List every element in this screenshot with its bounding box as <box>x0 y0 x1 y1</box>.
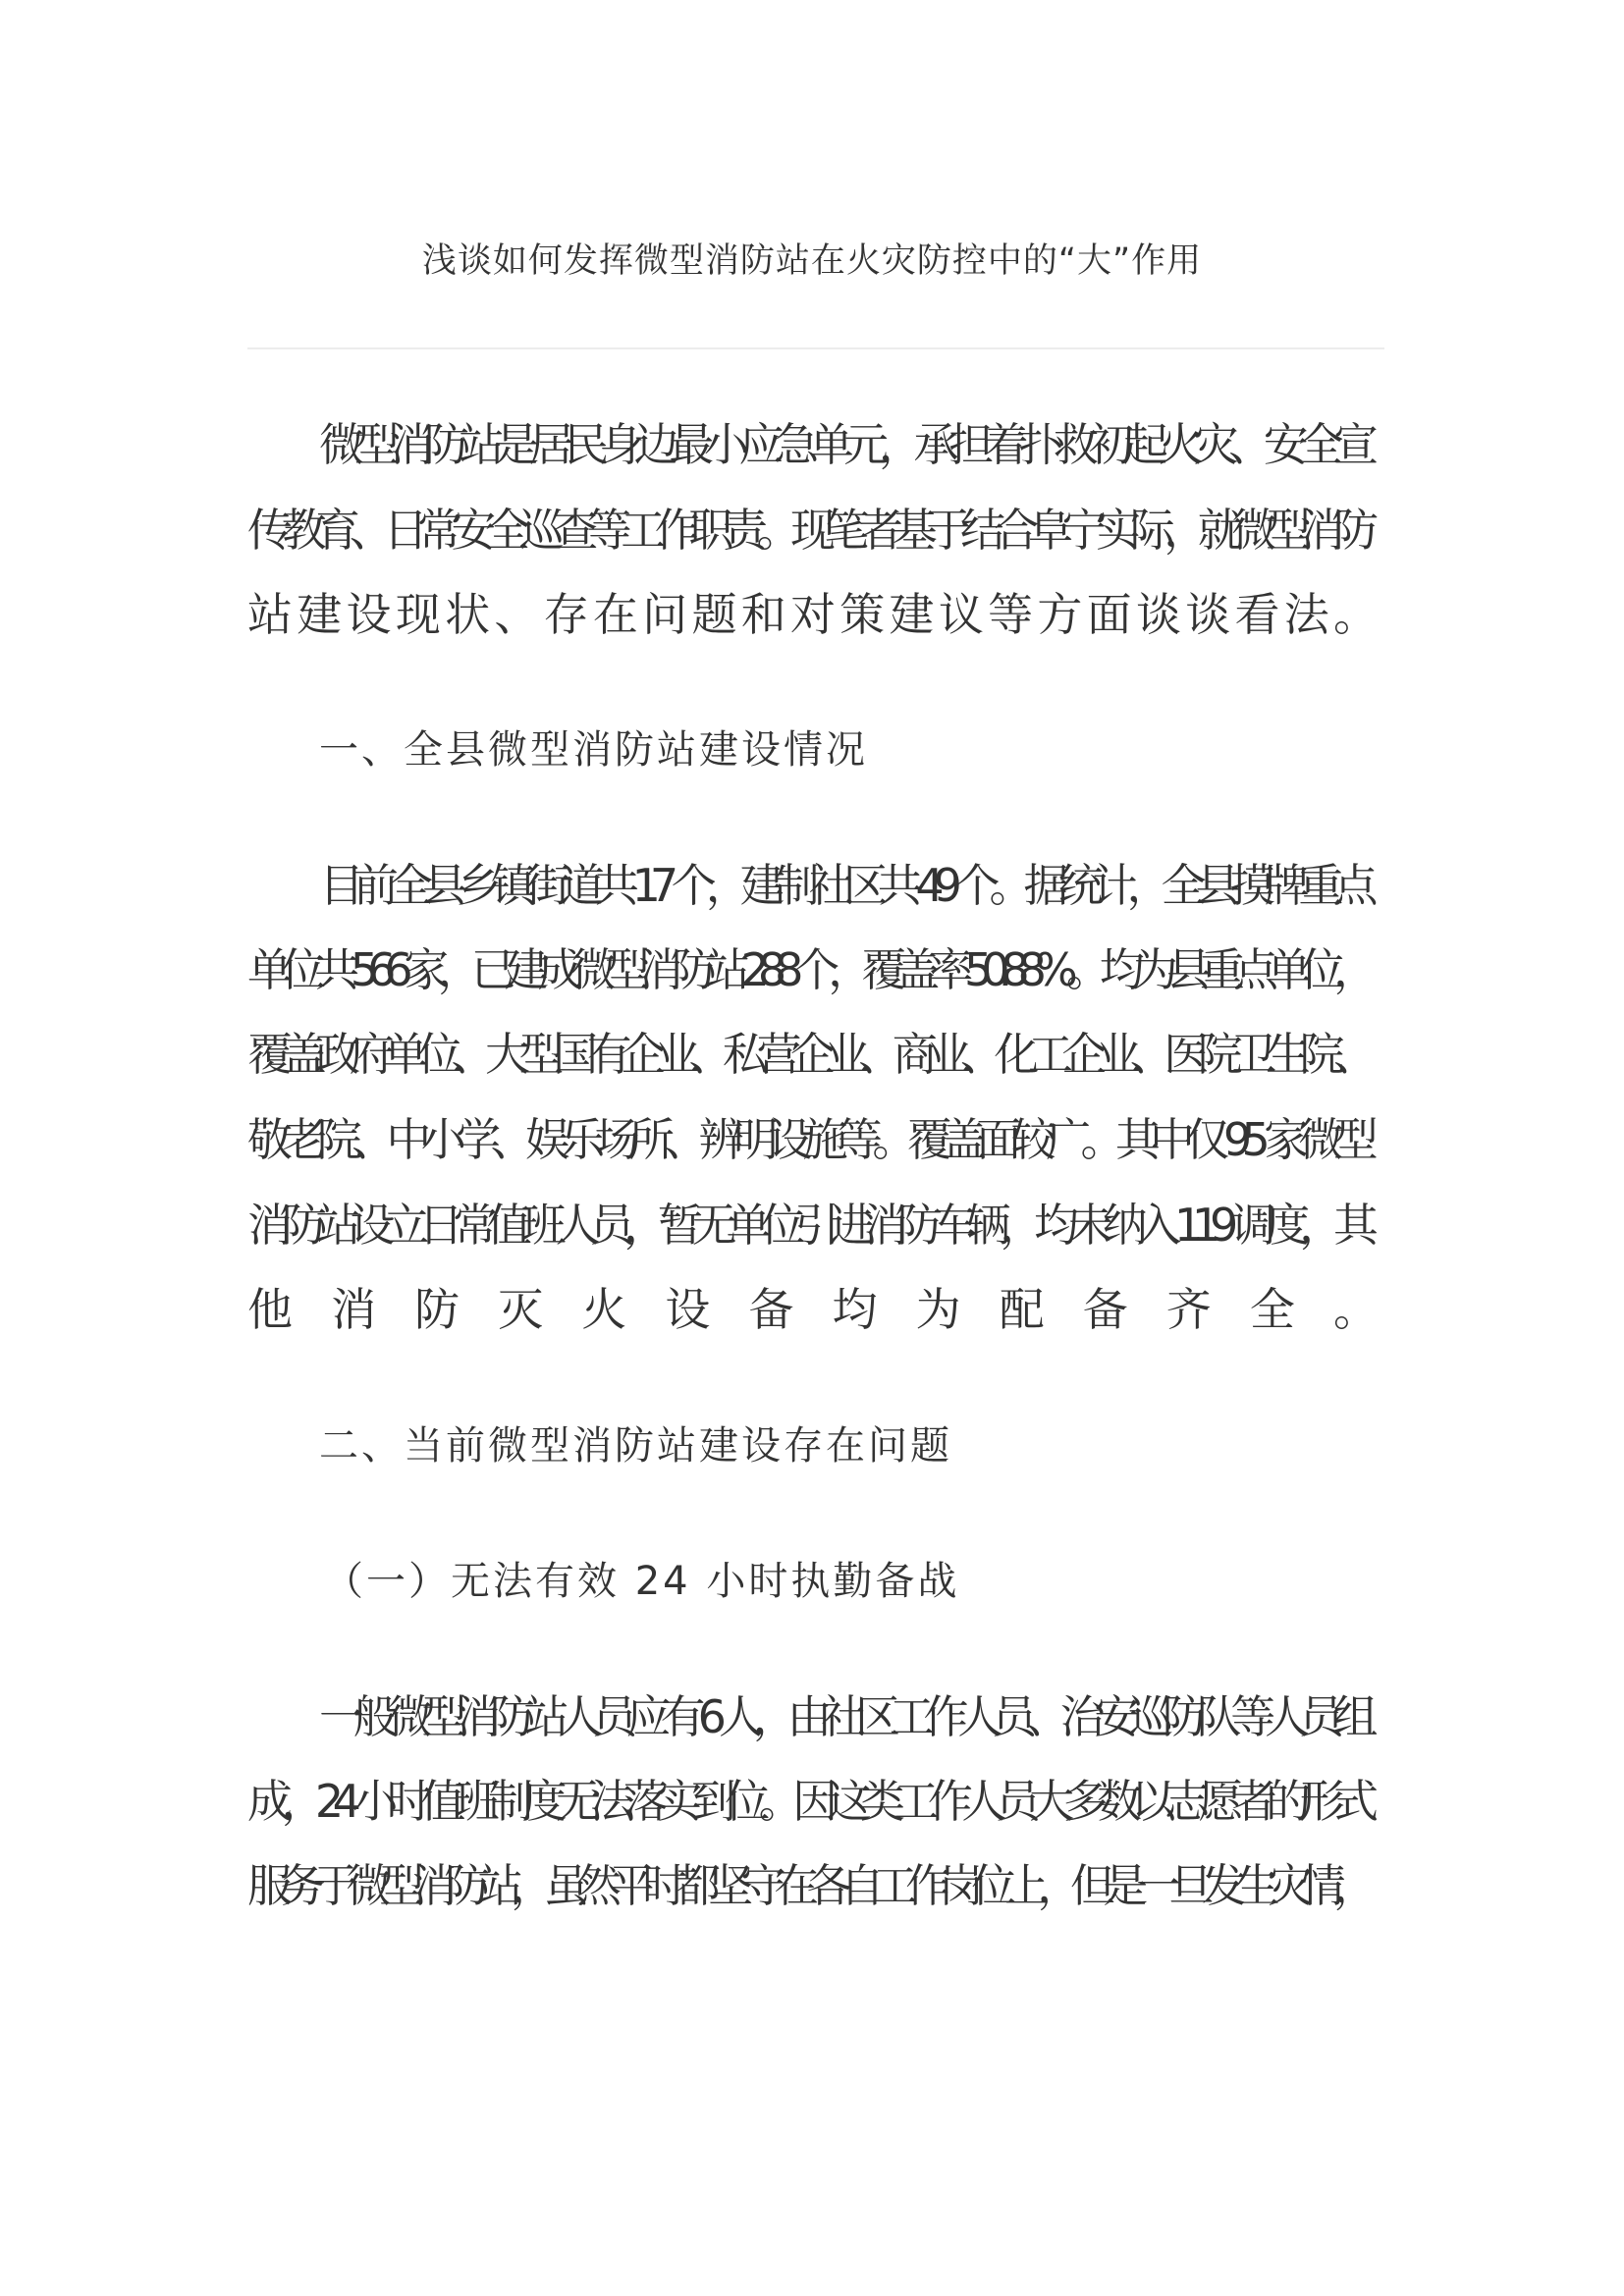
title-divider <box>247 347 1384 349</box>
paragraph-line: 消防站设立日常值班人员，暂无单位引进消防车辆，均未纳入 119 调度，其 <box>247 1199 1368 1252</box>
paragraph-line: 敬老院、中小学、娱乐场所、辨明设施等。覆盖面较广。其中仅 95 家微型 <box>247 1113 1369 1166</box>
paragraph-line: 站建设现状、存在问题和对策建议等方面谈谈看法。 <box>247 588 1383 641</box>
paragraph-line: 一般微型消防站人员应有 6 人，由社区工作人员、治安巡防队等人员组 <box>319 1690 1368 1743</box>
paragraph-line: 目前全县乡镇街道共 17 个，建制社区共 49 个。据统计，全县摸牌重点 <box>319 859 1368 912</box>
section-heading: 一、全县微型消防站建设情况 <box>319 727 868 773</box>
paragraph-line: 覆盖政府单位、大型国有企业、私营企业、商业、化工企业、医院卫生院、 <box>247 1028 1368 1081</box>
paragraph-line: 成，24 小时值班制度无法落实到位。因这类工作人员大多数以志愿者的形式 <box>247 1775 1368 1828</box>
paragraph-line: 单位共 566 家，已建成微型消防站 288 个，覆盖率 50.88%。均为县重点单位， <box>247 943 1368 996</box>
subsection-heading: （一）无法有效 24 小时执勤备战 <box>324 1559 960 1604</box>
paragraph-line: 微型消防站是居民身边最小应急单元，承担着扑救初起火灾、安全宣 <box>319 418 1369 471</box>
paragraph-line: 他消防灭火设备均为配备齐全。 <box>247 1283 1418 1336</box>
document-title: 浅谈如何发挥微型消防站在火灾防控中的“大”作用 <box>421 241 1203 281</box>
paragraph-line: 传教育、日常安全巡查等工作职责。现笔者基于结合阜宁实际，就微型消防 <box>247 504 1368 557</box>
section-heading: 二、当前微型消防站建设存在问题 <box>319 1423 952 1468</box>
paragraph-line: 服务于微型消防站，虽然平时都坚守在各自工作岗位上，但是一旦发生灾情， <box>247 1859 1367 1912</box>
